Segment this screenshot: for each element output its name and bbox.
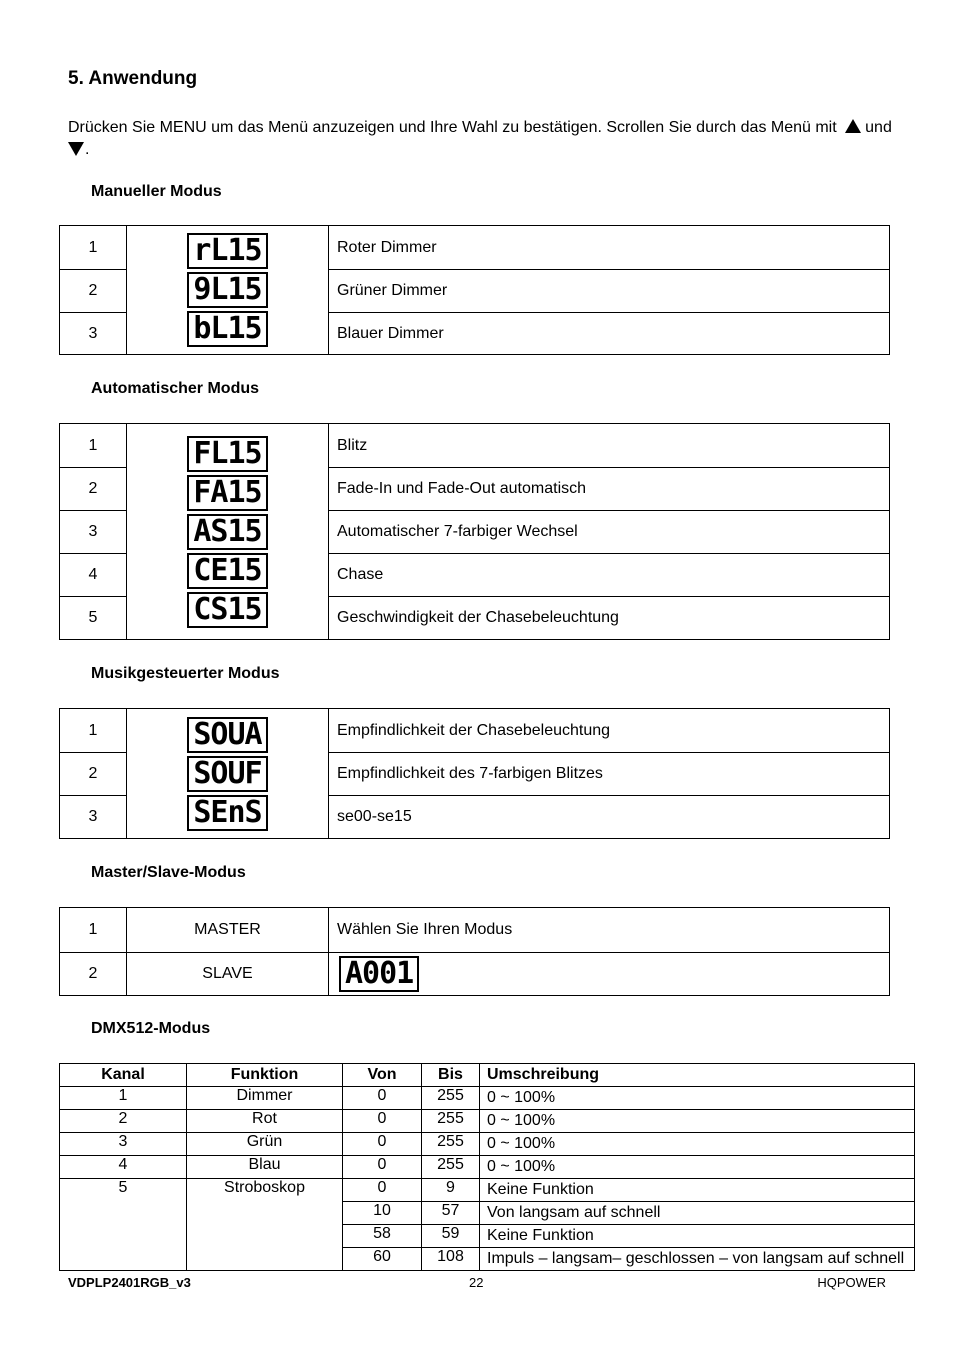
row-number: 2 [60, 953, 127, 996]
cell-von: 0 [343, 1110, 422, 1133]
music-mode-table [59, 708, 890, 839]
cell-von: 58 [343, 1225, 422, 1248]
lcd-text: FL15 [193, 435, 262, 471]
cell-kanal: 5 [60, 1179, 187, 1271]
table-row [60, 226, 890, 270]
row-mode: MASTER [127, 908, 329, 953]
cell-von: 0 [343, 1133, 422, 1156]
cell-funktion: Dimmer [187, 1087, 343, 1110]
master-slave-table [59, 907, 890, 996]
row-description: Automatischer 7-farbiger Wechsel [329, 511, 890, 554]
cell-desc: Impuls – langsam– geschlossen – von langsam auf schnell [480, 1248, 915, 1271]
table-row [60, 1156, 915, 1179]
lcd-text: SOUF [193, 755, 262, 791]
row-description: Chase [329, 554, 890, 597]
cell-desc: 0 ~ 100% [480, 1087, 915, 1110]
table-row [60, 1133, 915, 1156]
cell-desc: 0 ~ 100% [480, 1133, 915, 1156]
header-funktion: Funktion [187, 1064, 343, 1087]
row-number: 3 [60, 313, 127, 355]
cell-bis: 59 [422, 1225, 480, 1248]
row-number: 3 [60, 511, 127, 554]
section-title-dmx: DMX512-Modus [91, 1020, 211, 1037]
section-title-music: Musikgesteuerter Modus [91, 665, 280, 682]
display-column [127, 424, 329, 640]
section-title-manual: Manueller Modus [91, 183, 222, 200]
footer-brand: HQPOWER [817, 1275, 886, 1290]
row-number: 2 [60, 270, 127, 313]
row-description: Blitz [329, 424, 890, 468]
footer-model: VDPLP2401RGB_v3 [68, 1275, 191, 1290]
lcd-display [187, 592, 267, 628]
lcd-text: A001 [345, 956, 414, 991]
lcd-display [339, 956, 419, 992]
cell-desc: 0 ~ 100% [480, 1110, 915, 1133]
row-description: Empfindlichkeit des 7-farbigen Blitzes [329, 753, 890, 796]
lcd-text: CS15 [193, 591, 262, 627]
table-row [60, 953, 890, 996]
arrow-down-icon [68, 142, 84, 156]
table-header-row [60, 1064, 915, 1087]
manual-mode-table [59, 225, 890, 355]
header-umschreibung: Umschreibung [480, 1064, 915, 1087]
intro-and: und [865, 119, 892, 136]
lcd-display [187, 233, 267, 269]
lcd-display [187, 311, 267, 347]
table-row [60, 1179, 915, 1202]
display-column [127, 709, 329, 839]
row-number: 1 [60, 908, 127, 953]
row-number: 3 [60, 796, 127, 839]
table-row [60, 424, 890, 468]
table-row [60, 709, 890, 753]
lcd-text: CE15 [193, 552, 262, 588]
intro-end: . [85, 141, 90, 158]
row-number: 1 [60, 709, 127, 753]
row-number: 2 [60, 753, 127, 796]
row-number: 1 [60, 424, 127, 468]
lcd-text: FA15 [193, 474, 262, 510]
cell-kanal: 4 [60, 1156, 187, 1179]
cell-kanal: 2 [60, 1110, 187, 1133]
row-number: 5 [60, 597, 127, 640]
cell-funktion: Rot [187, 1110, 343, 1133]
lcd-display [187, 272, 267, 308]
cell-desc: Keine Funktion [480, 1179, 915, 1202]
row-number: 2 [60, 468, 127, 511]
lcd-display [187, 553, 267, 589]
cell-von: 0 [343, 1179, 422, 1202]
header-von: Von [343, 1064, 422, 1087]
cell-bis: 108 [422, 1248, 480, 1271]
cell-funktion: Stroboskop [187, 1179, 343, 1271]
cell-von: 10 [343, 1202, 422, 1225]
row-description [329, 953, 890, 996]
lcd-text: SOUA [193, 716, 262, 752]
row-description: Fade-In und Fade-Out automatisch [329, 468, 890, 511]
header-bis: Bis [422, 1064, 480, 1087]
display-column [127, 226, 329, 355]
table-row [60, 908, 890, 953]
lcd-text: SEnS [193, 794, 262, 830]
header-kanal: Kanal [60, 1064, 187, 1087]
lcd-display [187, 436, 267, 472]
cell-von: 0 [343, 1087, 422, 1110]
row-number: 1 [60, 226, 127, 270]
row-description: Roter Dimmer [329, 226, 890, 270]
cell-kanal: 3 [60, 1133, 187, 1156]
section-title-master: Master/Slave-Modus [91, 864, 246, 881]
cell-bis: 255 [422, 1110, 480, 1133]
intro-paragraph [68, 117, 898, 161]
row-description: Empfindlichkeit der Chasebeleuchtung [329, 709, 890, 753]
lcd-display [187, 717, 267, 753]
lcd-text: 9L15 [193, 272, 262, 307]
row-description: Grüner Dimmer [329, 270, 890, 313]
row-description: se00-se15 [329, 796, 890, 839]
row-number: 4 [60, 554, 127, 597]
cell-desc: 0 ~ 100% [480, 1156, 915, 1179]
row-mode: SLAVE [127, 953, 329, 996]
cell-desc: Von langsam auf schnell [480, 1202, 915, 1225]
auto-mode-table [59, 423, 890, 640]
page-heading: 5. Anwendung [68, 68, 198, 89]
lcd-display [187, 514, 267, 550]
cell-funktion: Blau [187, 1156, 343, 1179]
section-title-auto: Automatischer Modus [91, 380, 260, 397]
lcd-display [187, 795, 267, 831]
cell-funktion: Grün [187, 1133, 343, 1156]
cell-kanal: 1 [60, 1087, 187, 1110]
cell-bis: 9 [422, 1179, 480, 1202]
lcd-display [187, 756, 267, 792]
dmx-table [59, 1063, 915, 1271]
footer-page-number: 22 [469, 1275, 484, 1290]
cell-von: 60 [343, 1248, 422, 1271]
lcd-text: AS15 [193, 513, 262, 549]
row-description: Blauer Dimmer [329, 313, 890, 355]
row-description: Geschwindigkeit der Chasebeleuchtung [329, 597, 890, 640]
intro-text: Drücken Sie MENU um das Menü anzuzeigen und Ihre Wahl zu bestätigen. Scrollen Sie durch das Menü mit [68, 119, 837, 136]
table-row [60, 1110, 915, 1133]
cell-desc: Keine Funktion [480, 1225, 915, 1248]
cell-bis: 57 [422, 1202, 480, 1225]
table-row [60, 1087, 915, 1110]
cell-von: 0 [343, 1156, 422, 1179]
lcd-text: bL15 [193, 311, 262, 346]
row-description: Wählen Sie Ihren Modus [329, 908, 890, 953]
arrow-up-icon [845, 119, 861, 133]
cell-bis: 255 [422, 1156, 480, 1179]
cell-bis: 255 [422, 1087, 480, 1110]
lcd-text: rL15 [193, 233, 262, 268]
cell-bis: 255 [422, 1133, 480, 1156]
lcd-display [187, 475, 267, 511]
